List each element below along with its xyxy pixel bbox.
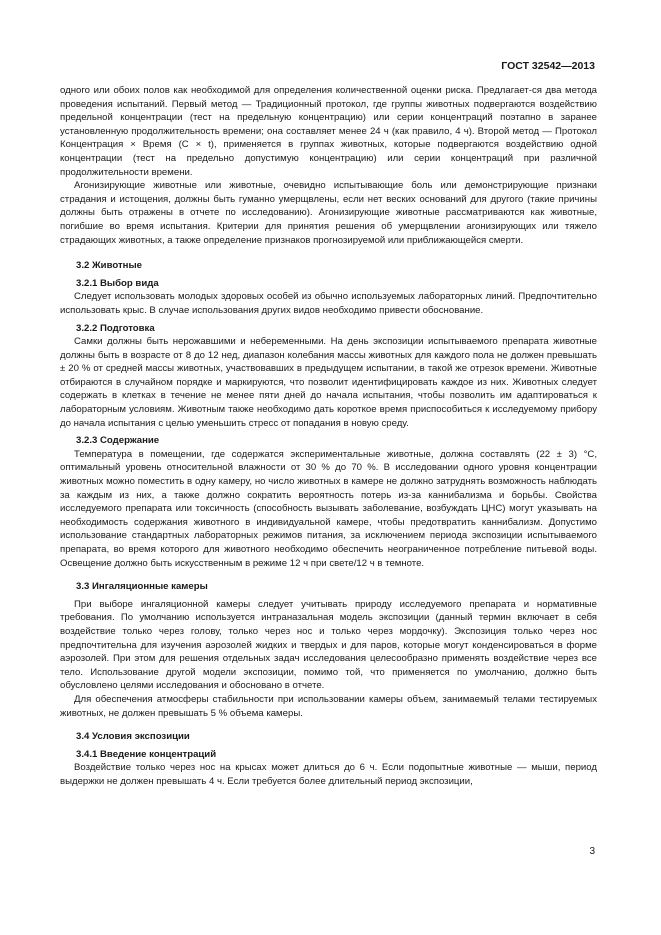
document-body — [60, 84, 597, 789]
paragraph-species: Следует использовать молодых здоровых особей из обычно используемых лабораторных линий. Предпочтительно использовать крыс. В случае использования других видов необходимо привести обоснование. — [60, 291, 597, 316]
paragraph-housing: Температура в помещении, где содержатся экспериментальные животные, должна составлять (22 ± 3) °С, оптимальный уровень относительной влажности от 30 % до 70 %. В исследовании одного уровня концентрации животных можно поместить в одну камеру, но число животных в камере не должно затруднять возможность наблюдать за каждым из них, а также должно сократить вероятность потерь из-за каннибализма и борьбы. Свойства исследуемого препарата или токсичность (способность вызывать заболевание, возбуждать ЦНС) могут указывать на необходимость содержания животного в индивидуальной камере, чтобы предотвратить каннибализм. Допустимо использование стандартных лабораторных режимов питания, за исключением периода экспозиции испытываемого препарата, во время которого для животного необходимо обеспечить неограниченное потребление питьевой воды. Освещение должно быть искусственным в режиме 12 ч при свете/12 ч в темноте. — [60, 448, 597, 569]
paragraph-concentration: Воздействие только через нос на крысах может длиться до 6 ч. Если подопытные животные — мыши, период выдержки не должен превышать 4 ч. Если требуется более длительный период экспозиции, — [60, 762, 597, 787]
paragraph-chamber-volume: Для обеспечения атмосферы стабильности при использовании камеры объем, занимаемый телами тестируемых животных, не должен превышать 5 % объема камеры. — [60, 693, 597, 719]
document-header-standard: ГОСТ 32542—2013 — [501, 60, 595, 72]
paragraph-agonizing-animals: Агонизирующие животные или животные, очевидно испытывающие боль или демонстрирующие признаки страдания и истощения, должны быть гуманно умерщвлены, если нет веских оснований для другого (такие причины должны быть отражены в отчете по исследованию). Агонизирующие животные рассматриваются как животные, погибшие во время испытания. Критерии для принятия решения об умерщвлении агонизирующих или тяжело страдающих животных, а также определение признаков прогнозируемой или приближающейся смерти. — [60, 180, 597, 246]
paragraph-chambers: При выборе ингаляционной камеры следует учитывать природу исследуемого препарата и нормативные требования. По умолчанию используется интраназальная модель экспозиции (данный термин включает в себя воздействие только через голову, только через нос и только через мордочку). Экспозиция только через нос предпочтительна для изучения аэрозолей жидких и твердых и для паров, которые могут конденсироваться в форме аэрозолей. При этом для решения отдельных задач исследования целесообразно применять воздействие через все тело. Использование другой модели экспозиции, помимо той, что применяется по умолчанию, должно быть обусловлено целями исследования и обосновано в отчете. — [60, 598, 597, 692]
section-heading-exposure-conditions: 3.4 Условия экспозиции — [76, 731, 190, 743]
page-number: 3 — [589, 846, 595, 857]
paragraph-preparation: Самки должны быть нерожавшими и небеременными. На день экспозиции испытываемого препарата животные должны быть в возрасте от 8 до 12 нед, диапазон колебания массы животных для каждого пола не должен превышать ± 20 % от средней массы животных, участвовавших в предыдущем испытании, в такой же отрезок времени. Животные отбираются в случайном порядке и маркируются, что позволит идентифицировать каждое из них. Животных следует содержать в клетках в течение не менее пяти дней до начала испытания, чтобы позволить им адаптироваться к лабораторным условиям. Животным также необходимо дать короткое время приспособиться к исследуемому прибору до начала испытания с целью уменьшить стресс от попадания в новую среду. — [60, 336, 597, 429]
subsection-heading-preparation: 3.2.2 Подготовка — [76, 322, 155, 334]
paragraph-continuation: одного или обоих полов как необходимой для определения количественной оценки риска. Предлагает-ся два метода проведения испытаний. Первый метод — Традиционный протокол, где группы животных подвергаются воздействию предельной концентрации (тест на предельную концентрацию) или серии концентраций поэтапно в заранее установленную продолжительность времени; она составляет менее 24 ч (как правило, 4 ч). Второй метод — Протокол Концентрация × Время (C × t), применяется в группах животных, которые подвергаются воздействию одной концентрации (тест на предельно допустимую концентрацию) или серии концентраций при различной продолжительности времени. — [60, 85, 597, 178]
subsection-heading-concentration: 3.4.1 Введение концентраций — [76, 748, 217, 760]
section-heading-inhalation-chambers: 3.3 Ингаляционные камеры — [76, 581, 208, 593]
subsection-heading-housing: 3.2.3 Содержание — [76, 435, 160, 447]
subsection-heading-species: 3.2.1 Выбор вида — [76, 277, 159, 289]
section-heading-animals: 3.2 Животные — [76, 260, 142, 272]
